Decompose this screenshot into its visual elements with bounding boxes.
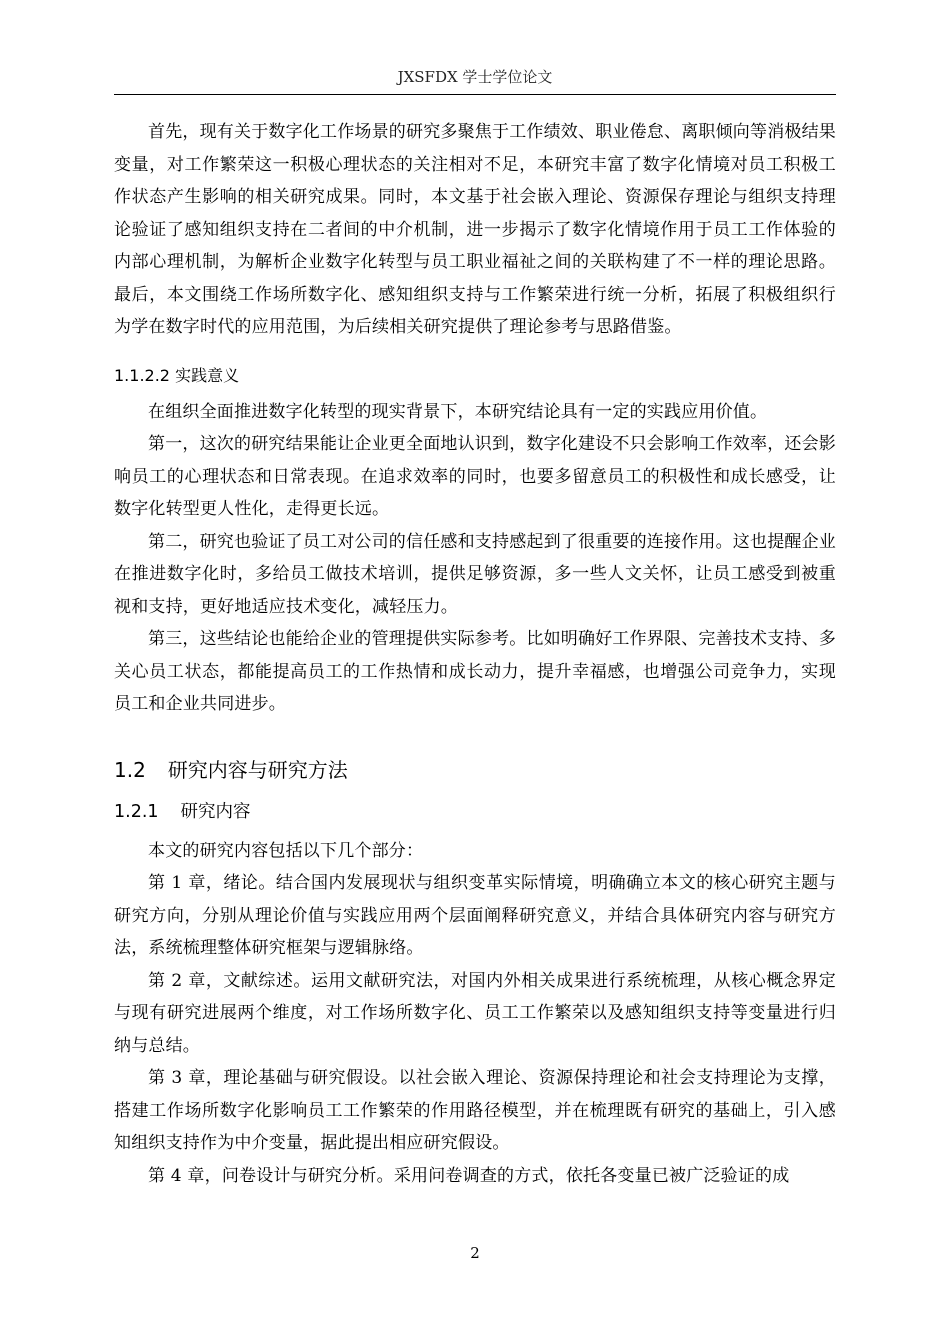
paragraph: 第二，研究也验证了员工对公司的信任感和支持感起到了很重要的连接作用。这也提醒企业在推进数字化时，多给员工做技术培训，提供足够资源，多一些人文关怀，让员工感受到被重视和支持，更好地适应技术变化，减轻压力。: [114, 531, 836, 617]
heading-1-1-2-2: 1.1.2.2 实践意义: [114, 365, 240, 385]
paragraph: 第 2 章，文献综述。运用文献研究法，对国内外相关成果进行系统梳理，从核心概念界定与现有研究进展两个维度，对工作场所数字化、员工工作繁荣以及感知组织支持等变量进行归纳与总结。: [114, 970, 836, 1056]
paragraph: 在组织全面推进数字化转型的现实背景下，本研究结论具有一定的实践应用价值。: [148, 401, 768, 422]
page-body: [114, 116, 836, 1192]
heading-title: 研究内容: [180, 801, 251, 822]
heading-1-2-1: [114, 797, 836, 827]
running-header: JXSFDX 学士学位论文: [397, 68, 553, 86]
heading-number: 1.2.1: [114, 801, 159, 822]
heading-1-2: [114, 753, 836, 787]
paragraph: 第 3 章，理论基础与研究假设。以社会嵌入理论、资源保持理论和社会支持理论为支撑，搭建工作场所数字化影响员工工作繁荣的作用路径模型，并在梳理既有研究的基础上，引入感知组织支持作为中介变量，据此提出相应研究假设。: [114, 1068, 836, 1153]
paragraph-theory-significance: 首先，现有关于数字化工作场景的研究多聚焦于工作绩效、职业倦怠、离职倾向等消极结果变量，对工作繁荣这一积极心理状态的关注相对不足，本研究丰富了数字化情境对员工积极工作状态产生影响的相关研究成果。同时，本文基于社会嵌入理论、资源保存理论与组织支持理论验证了感知组织支持在二者间的中介机制，进一步揭示了数字化情境作用于员工工作体验的内部心理机制，为解析企业数字化转型与员工职业福祉之间的关联构建了不一样的理论思路。最后，本文围绕工作场所数字化、感知组织支持与工作繁荣进行统一分析，拓展了积极组织行为学在数字时代的应用范围，为后续相关研究提供了理论参考与思路借鉴。: [114, 122, 836, 337]
paragraph: 第 1 章，绪论。结合国内发展现状与组织变革实际情境，明确确立本文的核心研究主题与研究方向，分别从理论价值与实践应用两个层面阐释研究意义，并结合具体研究内容与研究方法，系统梳理整体研究框架与逻辑脉络。: [114, 873, 836, 958]
paragraph: 本文的研究内容包括以下几个部分：: [148, 840, 424, 861]
heading-title: 研究内容与研究方法: [167, 757, 348, 782]
paragraph: 第一，这次的研究结果能让企业更全面地认识到，数字化建设不只会影响工作效率，还会影响员工的心理状态和日常表现。在追求效率的同时，也要多留意员工的积极性和成长感受，让数字化转型更人性化，走得更长远。: [114, 434, 836, 519]
heading-number: 1.2: [114, 757, 146, 782]
page-number: 2: [470, 1244, 480, 1262]
header-rule: [114, 94, 836, 95]
paragraph: 第三，这些结论也能给企业的管理提供实际参考。比如明确好工作界限、完善技术支持、多关心员工状态，都能提高员工的工作热情和成长动力，提升幸福感，也增强公司竞争力，实现员工和企业共同进步。: [114, 629, 836, 714]
paragraph: 第 4 章，问卷设计与研究分析。采用问卷调查的方式，依托各变量已被广泛验证的成: [148, 1165, 790, 1186]
